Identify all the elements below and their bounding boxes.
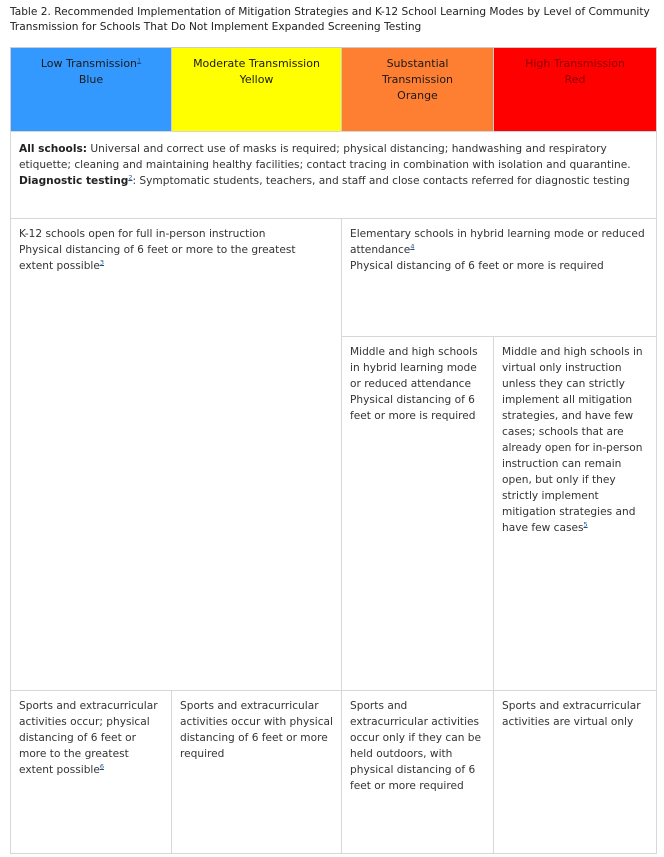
- middle-high-distancing-text: Physical distancing of 6 feet or more is required: [350, 394, 476, 422]
- header-low-level: Low Transmission: [40, 57, 138, 70]
- k12-mode-text: K-12 schools open for full in-person instruction: [19, 228, 266, 240]
- elementary-mode-text: Elementary schools in hybrid learning mode or reduced attendance: [350, 228, 645, 256]
- middle-high-virtual-text: Middle and high schools in virtual only instruction unless they can strictly implement all mitigation strategies, and have few cases; schools that are already open for in-person instruction can remain open, but only if they strictly implement mitigation strategies and have few cases: [502, 346, 643, 534]
- sports-high-cell: [493, 690, 657, 854]
- k12-distancing-text: Physical distancing of 6 feet or more to the greatest extent possible: [19, 244, 296, 272]
- header-substantial-color: Orange: [397, 89, 438, 102]
- footnote-link-4[interactable]: 4: [410, 242, 415, 251]
- header-substantial-level: Substantial Transmission: [381, 57, 454, 86]
- sports-moderate-text: Sports and extracurricular activities occur with physical distancing of 6 feet or more required: [180, 700, 333, 760]
- all-schools-text: Universal and correct use of masks is required; physical distancing; handwashing and respiratory etiquette; cleaning and maintaining healthy facilities; contact tracing in combination with isolation and quarantine.: [19, 143, 631, 171]
- sports-substantial-cell: [341, 690, 494, 854]
- footnote-link-1[interactable]: 1: [137, 56, 142, 65]
- header-low-color: Blue: [78, 73, 104, 86]
- mitigation-table: [11, 48, 657, 854]
- header-substantial-transmission: [341, 47, 494, 132]
- sports-low-text: Sports and extracurricular activities occur; physical distancing of 6 feet or more to the greatest extent possible: [19, 700, 158, 776]
- footnote-link-2[interactable]: 2: [128, 173, 133, 182]
- header-moderate-level: Moderate Transmission: [193, 57, 320, 70]
- middle-high-virtual-cell: [493, 336, 657, 691]
- footnote-link-6[interactable]: 6: [99, 762, 105, 771]
- table-caption: Table 2. Recommended Implementation of Mitigation Strategies and K-12 School Learning Modes by Level of Community Transmission for Schools That Do Not Implement Expanded Screening Testing: [10, 6, 650, 33]
- header-high-color: Red: [564, 73, 586, 86]
- elementary-hybrid-cell: [341, 218, 657, 337]
- middle-high-hybrid-text: Middle and high schools in hybrid learning mode or reduced attendance: [350, 346, 478, 390]
- header-high-level: High Transmission: [525, 57, 625, 70]
- sports-high-text: Sports and extracurricular activities are virtual only: [502, 700, 641, 728]
- header-moderate-transmission: [171, 47, 342, 132]
- sports-low-cell: [10, 690, 172, 854]
- diagnostic-testing-label: Diagnostic testing: [19, 175, 129, 187]
- elementary-distancing-text: Physical distancing of 6 feet or more is required: [350, 260, 604, 272]
- k12-full-in-person-cell: [10, 218, 342, 691]
- all-schools-row: [10, 131, 657, 219]
- header-low-transmission: [10, 47, 172, 132]
- header-moderate-color: Yellow: [239, 73, 274, 86]
- header-high-transmission: [493, 47, 657, 132]
- all-schools-label: All schools:: [19, 143, 88, 155]
- footnote-link-5[interactable]: 5: [583, 520, 588, 529]
- sports-substantial-text: Sports and extracurricular activities occur only if they can be held outdoors, with physical distancing of 6 feet or more required: [350, 700, 482, 792]
- diagnostic-testing-text: : Symptomatic students, teachers, and staff and close contacts referred for diagnostic testing: [132, 175, 630, 187]
- middle-high-hybrid-cell: [341, 336, 494, 691]
- footnote-link-3[interactable]: 3: [99, 258, 105, 267]
- sports-moderate-cell: [171, 690, 342, 854]
